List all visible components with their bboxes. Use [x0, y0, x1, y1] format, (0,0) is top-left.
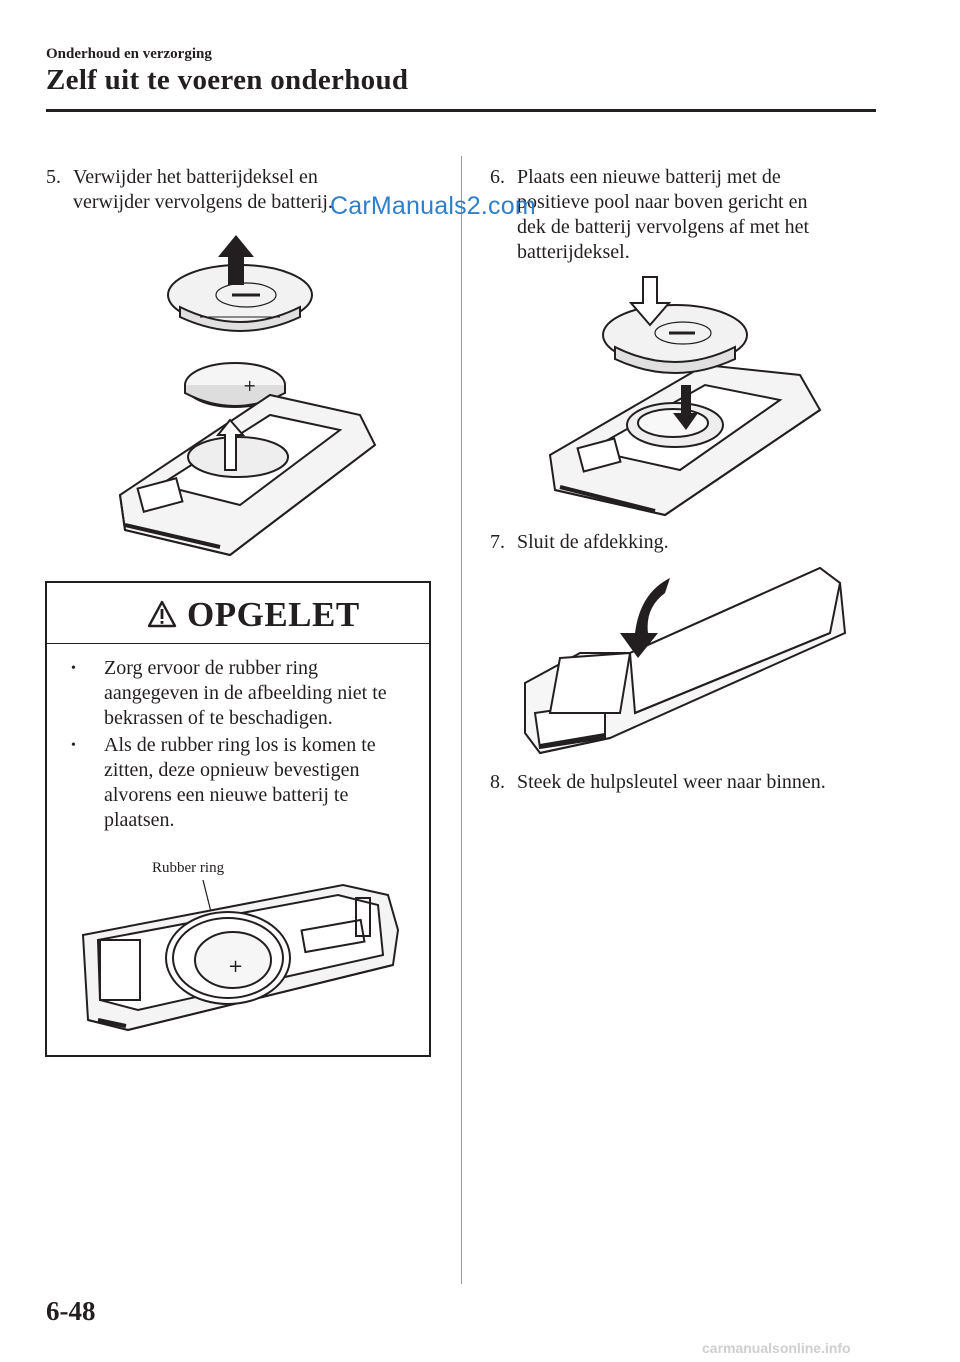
bullet-line: Als de rubber ring los is komen te	[104, 734, 376, 756]
caution-bullet	[71, 656, 421, 731]
header-rule	[46, 109, 876, 112]
step-line: verwijder vervolgens de batterij.	[73, 191, 333, 213]
rubber-ring-illustration	[78, 880, 403, 1040]
caution-header	[47, 583, 429, 644]
close-cover-illustration	[520, 563, 850, 763]
rubber-ring-callout: Rubber ring	[152, 860, 225, 876]
bullet-line: Zorg ervoor de rubber ring	[104, 657, 319, 679]
page-title: Zelf uit te voeren onderhoud	[46, 64, 409, 96]
step-8	[490, 770, 910, 795]
step-number: 5.	[46, 166, 61, 188]
step-line: Verwijder het batterijdeksel en	[73, 166, 318, 188]
bullet-line: bekrassen of te beschadigen.	[104, 707, 333, 729]
svg-text:+: +	[228, 956, 244, 977]
step-line: Steek de hulpsleutel weer naar binnen.	[517, 771, 826, 793]
footer-link[interactable]: carmanualsonline.info	[702, 1340, 851, 1356]
step-7	[490, 530, 890, 555]
caution-title: OPGELET	[187, 595, 360, 634]
insert-battery-illustration	[545, 275, 825, 520]
step-line: dek de batterij vervolgens af met het	[517, 216, 810, 238]
section-label: Onderhoud en verzorging	[46, 46, 212, 62]
step-number: 8.	[490, 771, 505, 793]
step-6	[490, 165, 890, 265]
bullet-line: zitten, deze opnieuw bevestigen	[104, 759, 360, 781]
step-line: positieve pool naar boven gericht en	[517, 191, 808, 213]
caution-bullet	[71, 733, 421, 833]
bullet-line: alvorens een nieuwe batterij te	[104, 784, 349, 806]
step-number: 6.	[490, 166, 505, 188]
bullet-dot: •	[71, 738, 76, 753]
watermark: CarManuals2.com	[330, 192, 536, 220]
step-number: 7.	[490, 531, 505, 553]
bullet-dot: •	[71, 661, 76, 676]
step-line: Plaats een nieuwe batterij met de	[517, 166, 781, 188]
column-divider	[461, 156, 462, 1284]
step-line: batterijdeksel.	[517, 241, 630, 263]
step-line: Sluit de afdekking.	[517, 531, 669, 553]
svg-text:+: +	[243, 376, 257, 395]
page-number: 6-48	[46, 1296, 96, 1326]
bullet-line: plaatsen.	[104, 809, 175, 831]
remove-battery-illustration	[100, 225, 380, 560]
warning-triangle-icon	[147, 600, 177, 628]
bullet-line: aangegeven in de afbeelding niet te	[104, 682, 387, 704]
